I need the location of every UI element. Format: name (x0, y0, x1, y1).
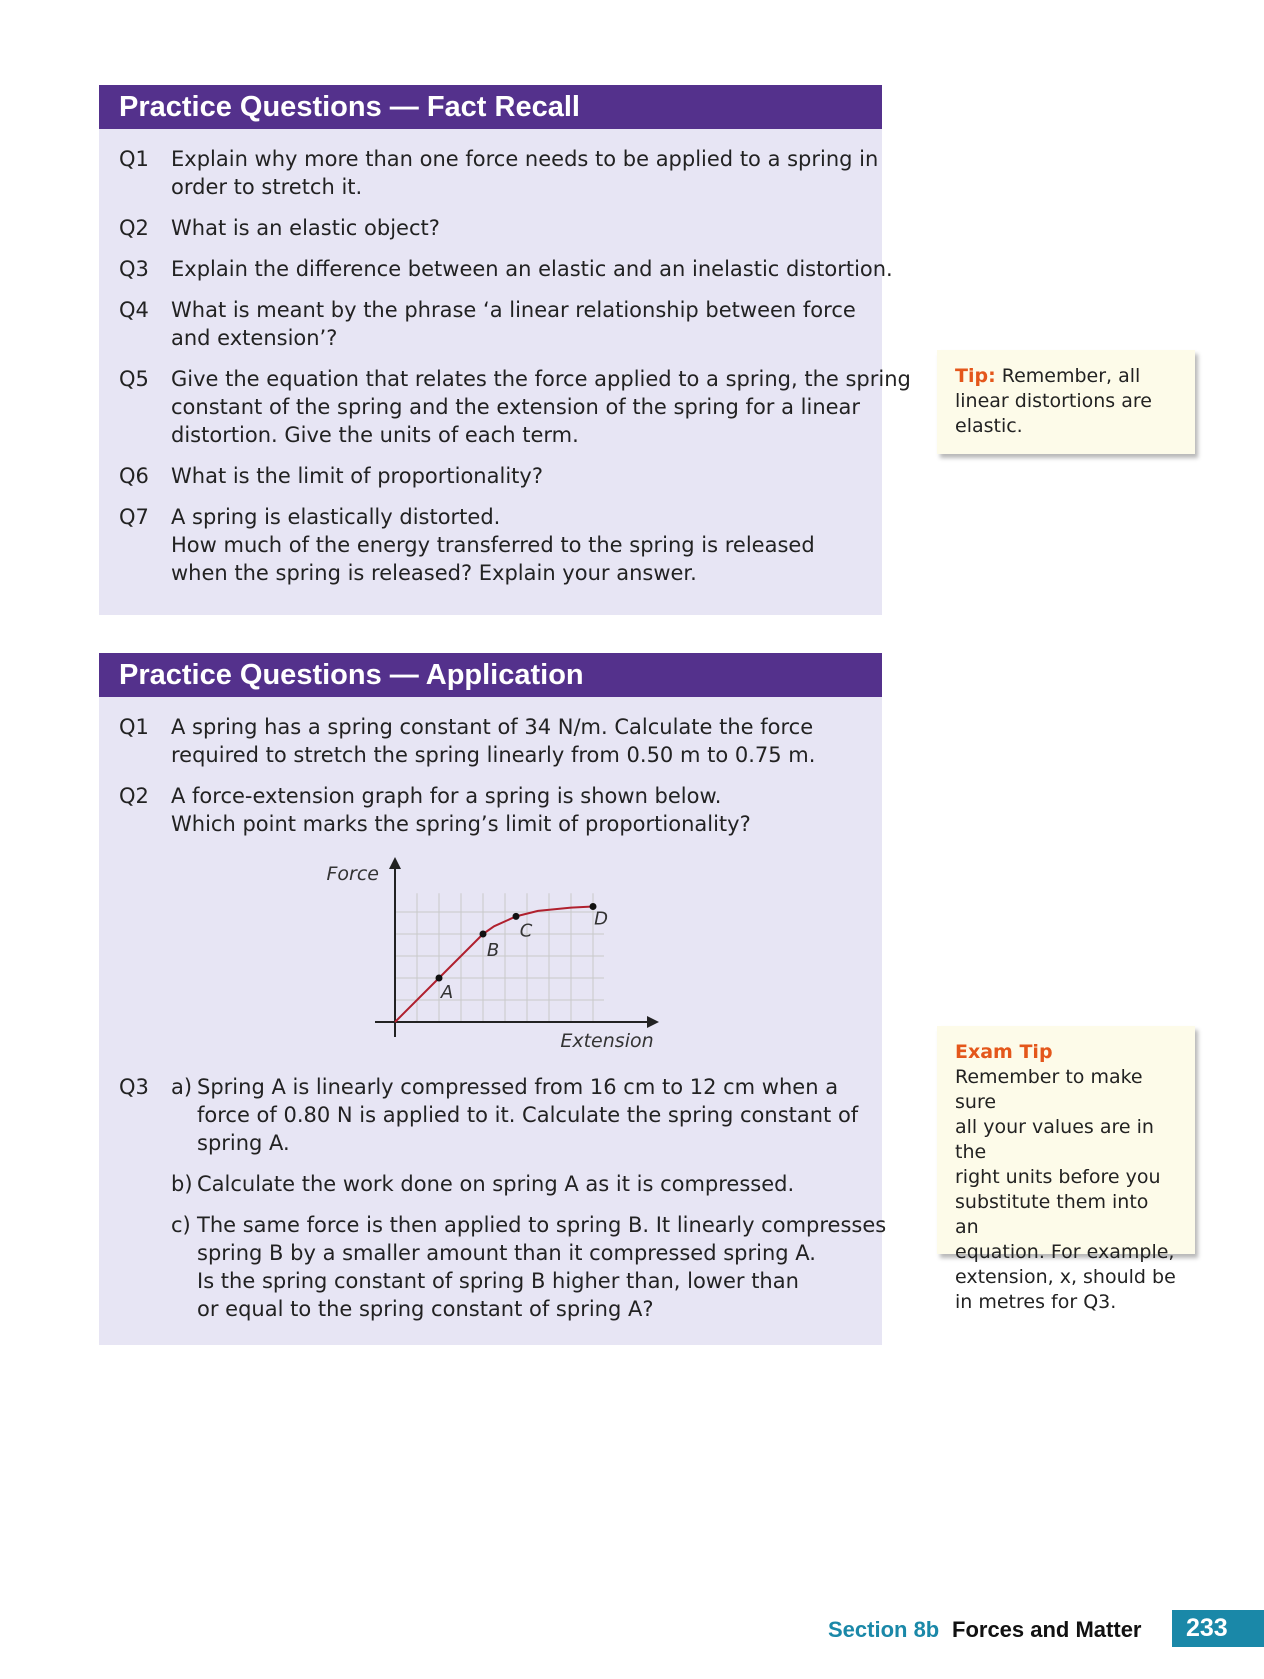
point-label-b: B (486, 940, 500, 961)
exam-tip-box (937, 1026, 1195, 1313)
question-line: Give the equation that relates the force applied to a spring, the spring (171, 367, 911, 391)
graph-grid (395, 893, 604, 1022)
footer-section: Section 8b (828, 1617, 940, 1642)
question-line: What is the limit of proportionality? (171, 464, 543, 488)
question-line: spring B by a smaller amount than it compressed spring A. (197, 1241, 816, 1265)
tip-line: linear distortions are (955, 390, 1152, 412)
question-line: What is meant by the phrase ‘a linear relationship between force (171, 298, 856, 322)
tip-label: Tip: (955, 365, 996, 387)
page-number: 233 (1172, 1610, 1264, 1647)
question-number: Q3 (119, 257, 149, 281)
question-line: A spring has a spring constant of 34 N/m. Calculate the force (171, 715, 814, 739)
exam-tip-line: all your values are in the (955, 1116, 1154, 1163)
question-line: Is the spring constant of spring B higher than, lower than (197, 1269, 799, 1293)
point-label-a: A (440, 982, 454, 1003)
fact-recall-question (99, 255, 893, 283)
question-line: How much of the energy transferred to the spring is released (171, 533, 815, 557)
question-line: Spring A is linearly compressed from 16 cm to 12 cm when a (197, 1075, 839, 1099)
fact-recall-questions (99, 129, 911, 587)
fact-recall-question (99, 214, 882, 242)
question-line: A force-extension graph for a spring is shown below. (171, 784, 722, 808)
fact-recall-question (99, 365, 911, 449)
footer-title: Forces and Matter (952, 1617, 1142, 1642)
question-number: Q1 (119, 715, 149, 739)
point-label-c: C (519, 920, 533, 942)
fact-recall-question (99, 462, 882, 490)
point-label-d: D (594, 908, 608, 930)
y-axis-arrow (389, 857, 401, 869)
part-label: a) (171, 1075, 193, 1099)
point-b (480, 931, 487, 938)
application-q3 (99, 1073, 887, 1323)
point-c (513, 913, 520, 920)
exam-tip-label: Exam Tip (955, 1041, 1053, 1063)
question-number: Q1 (119, 147, 149, 171)
question-line: constant of the spring and the extension of the spring for a linear (171, 395, 861, 419)
question-line: The same force is then applied to spring B. It linearly compresses (197, 1213, 887, 1237)
question-line: or equal to the spring constant of spring A? (197, 1297, 654, 1321)
force-extension-graph (99, 847, 882, 1067)
point-a (436, 975, 443, 982)
x-axis-label: Extension (560, 1030, 654, 1052)
fact-recall-question (99, 503, 882, 587)
question-line: order to stretch it. (171, 175, 363, 199)
application-title: Practice Questions — Application (99, 653, 882, 697)
tip-line: Remember, all (1001, 365, 1141, 387)
exam-tip-line: Remember to make sure (955, 1066, 1143, 1113)
y-axis-label: Force (326, 863, 379, 885)
application-q2 (99, 782, 882, 838)
question-line: spring A. (197, 1131, 290, 1155)
question-line: Explain the difference between an elastic and an inelastic distortion. (171, 257, 893, 281)
x-axis-arrow (647, 1016, 659, 1028)
question-number: Q5 (119, 367, 149, 391)
question-number: Q2 (119, 216, 149, 240)
q3-part-a (171, 1073, 862, 1157)
question-number: Q3 (119, 1075, 149, 1099)
application-q1 (99, 713, 882, 769)
fact-recall-question (99, 296, 882, 352)
exam-tip-line: equation. For example, (955, 1241, 1175, 1263)
graph-svg (99, 847, 882, 1067)
q3-part-c (171, 1211, 887, 1323)
question-number: Q2 (119, 784, 149, 808)
question-line: when the spring is released? Explain your answer. (171, 561, 697, 585)
question-number: Q4 (119, 298, 149, 322)
tip-line: elastic. (955, 415, 1023, 437)
question-line: What is an elastic object? (171, 216, 440, 240)
exam-tip-line: extension, x, should be (955, 1266, 1176, 1288)
fact-recall-panel (99, 85, 911, 615)
fact-recall-title: Practice Questions — Fact Recall (99, 85, 882, 129)
part-label: b) (171, 1172, 193, 1196)
question-line: and extension’? (171, 326, 338, 350)
application-panel (99, 653, 887, 1345)
question-line: distortion. Give the units of each term. (171, 423, 579, 447)
question-number: Q6 (119, 464, 149, 488)
question-number: Q7 (119, 505, 149, 529)
question-line: Which point marks the spring’s limit of proportionality? (171, 812, 751, 836)
question-line: Calculate the work done on spring A as it is compressed. (197, 1172, 795, 1196)
exam-tip-line: in metres for Q3. (955, 1291, 1117, 1313)
part-label: c) (171, 1213, 191, 1237)
question-line: Explain why more than one force needs to be applied to a spring in (171, 147, 879, 171)
force-extension-curve (395, 907, 593, 1023)
exam-tip-line: substitute them into an (955, 1191, 1149, 1238)
tip-box (937, 350, 1195, 454)
exam-tip-line: right units before you (955, 1166, 1161, 1188)
fact-recall-question (99, 145, 882, 201)
question-line: A spring is elastically distorted. (171, 505, 501, 529)
question-line: required to stretch the spring linearly from 0.50 m to 0.75 m. (171, 743, 816, 767)
question-line: force of 0.80 N is applied to it. Calculate the spring constant of (197, 1103, 859, 1127)
q3-part-b (171, 1170, 862, 1198)
